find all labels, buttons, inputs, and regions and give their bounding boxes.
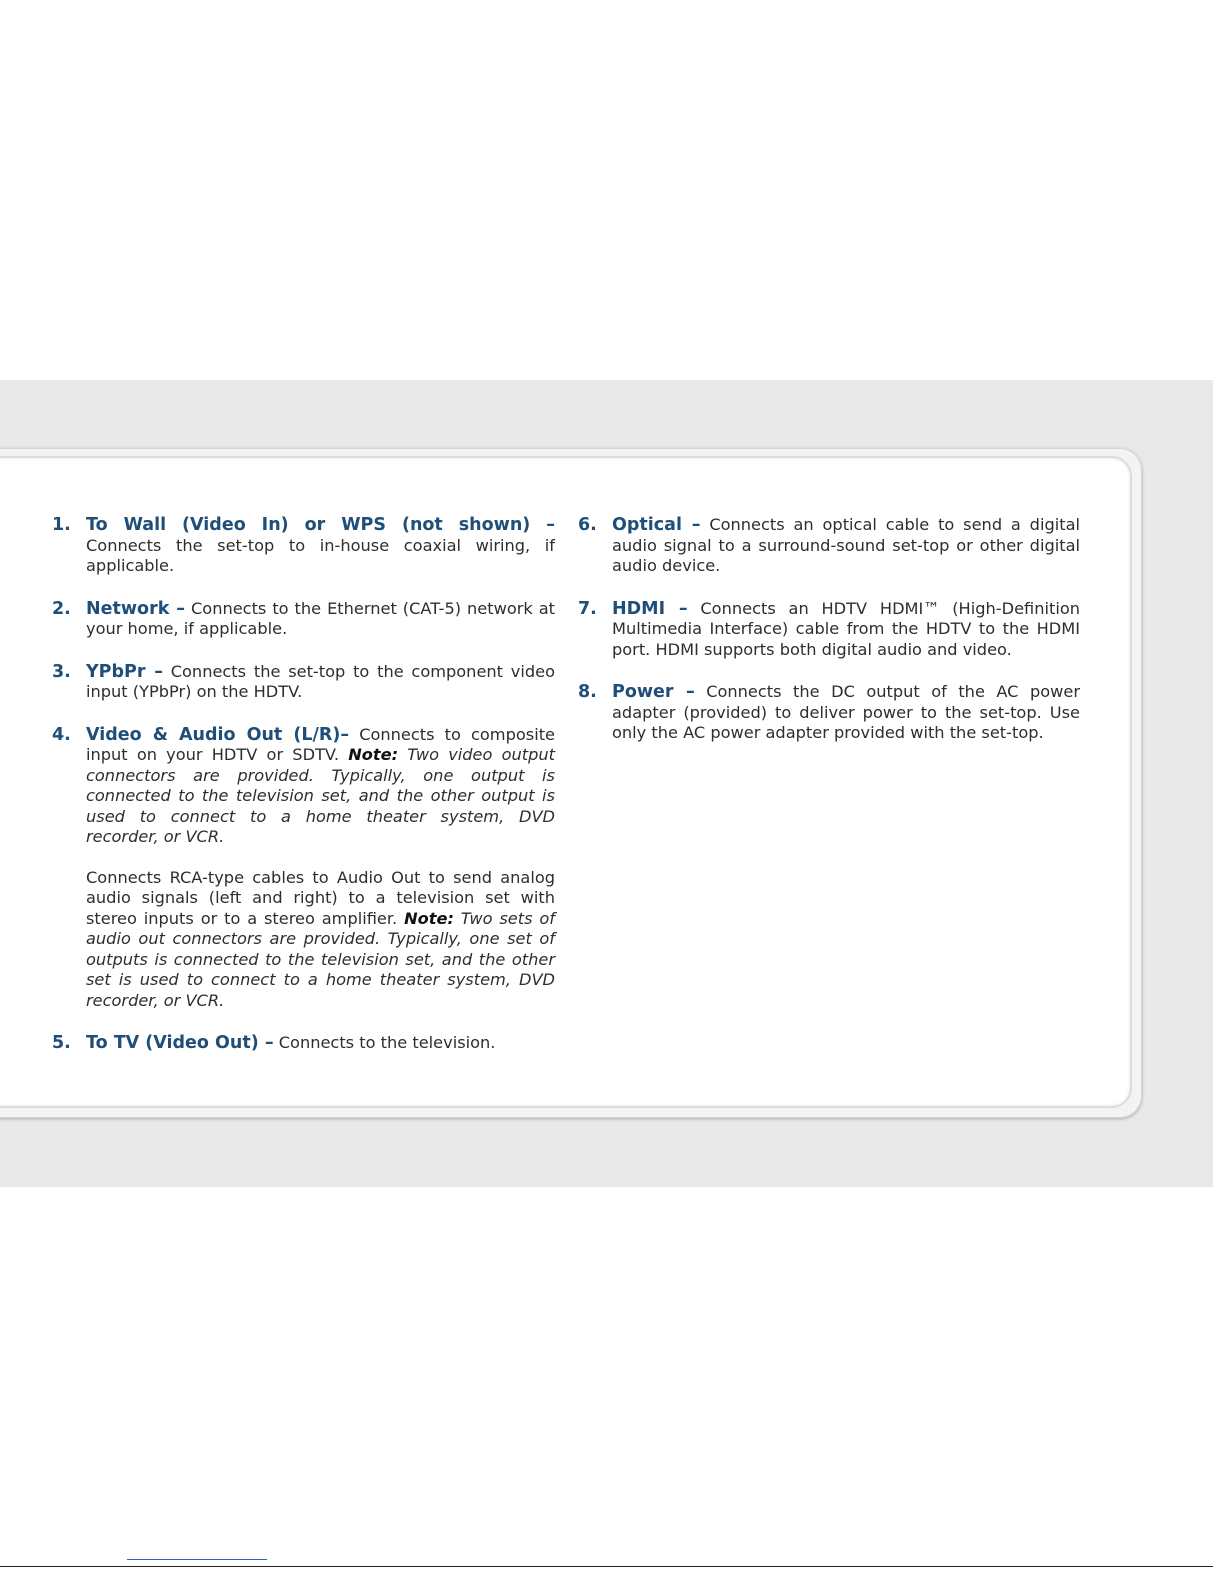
list-item-2	[50, 599, 555, 640]
footer-link-underline	[127, 1559, 267, 1560]
item-title: To TV (Video Out) –	[86, 1033, 274, 1053]
item-text: Connects the set-top to in-house coaxial wiring, if applicable.	[86, 535, 555, 575]
item-text: Connects an optical cable to send a digital audio signal to a surround-sound set-top or other digital audio device.	[612, 515, 1080, 575]
list-item-1	[50, 515, 555, 577]
note-label: Note:	[348, 745, 399, 764]
right-column	[576, 515, 1080, 744]
item-text: Connects RCA-type cables to Audio Out to send analog audio signals (left and right) to a television set with stereo inputs or to a stereo amplifier.	[86, 867, 555, 928]
item-number: 1.	[52, 515, 71, 535]
item-text: Connects to composite input on your HDTV or SDTV.	[86, 724, 555, 764]
list-item-6	[576, 515, 1080, 577]
item-title: Power –	[612, 682, 695, 702]
item-number: 4.	[52, 724, 71, 745]
item-paragraph-2	[86, 868, 555, 1012]
item-number: 8.	[578, 682, 597, 702]
note-text: Two sets of audio out connectors are provided. Typically, one set of outputs is connected to the television set, and the other set is used to connect to a home theater system, DVD recorder, or VCR.	[86, 908, 555, 1010]
list-item-5	[50, 1033, 555, 1054]
footer-rule	[0, 1566, 1213, 1567]
item-number: 3.	[52, 661, 71, 682]
item-number: 6.	[578, 515, 597, 535]
page-edge	[1213, 0, 1225, 1585]
item-text: Connects to the Ethernet (CAT-5) network at your home, if applicable.	[86, 598, 555, 638]
item-title: Optical –	[612, 515, 701, 535]
item-title: HDMI –	[612, 598, 688, 619]
list-item-7	[576, 599, 1080, 661]
item-paragraph-1	[86, 725, 555, 848]
list-item-4	[50, 725, 555, 1012]
item-text: Connects to the television.	[273, 1033, 496, 1052]
note-label: Note:	[404, 908, 454, 928]
left-column	[50, 515, 555, 1054]
item-number: 2.	[52, 598, 71, 619]
item-title: Video & Audio Out (L/R)–	[86, 724, 350, 745]
item-number: 7.	[578, 598, 597, 619]
item-number: 5.	[52, 1033, 71, 1053]
item-text: Connects the DC output of the AC power adapter (provided) to deliver power to the set-top. Use only the AC power adapter provided with the set-top.	[612, 682, 1080, 742]
item-title: To Wall (Video In) or WPS (not shown) –	[86, 515, 555, 535]
item-title: YPbPr –	[86, 661, 163, 682]
item-text: Connects the set-top to the component video input (YPbPr) on the HDTV.	[86, 661, 555, 701]
item-text: Connects an HDTV HDMI™ (High-Definition Multimedia Interface) cable from the HDTV to the HDMI port. HDMI supports both digital audio and video.	[612, 598, 1080, 659]
note-text: Two video output connectors are provided. Typically, one output is connected to the television set, and the other output is used to connect to a home theater system, DVD recorder, or VCR.	[86, 745, 555, 846]
list-item-8	[576, 682, 1080, 744]
list-item-3	[50, 662, 555, 703]
item-title: Network –	[86, 598, 186, 619]
